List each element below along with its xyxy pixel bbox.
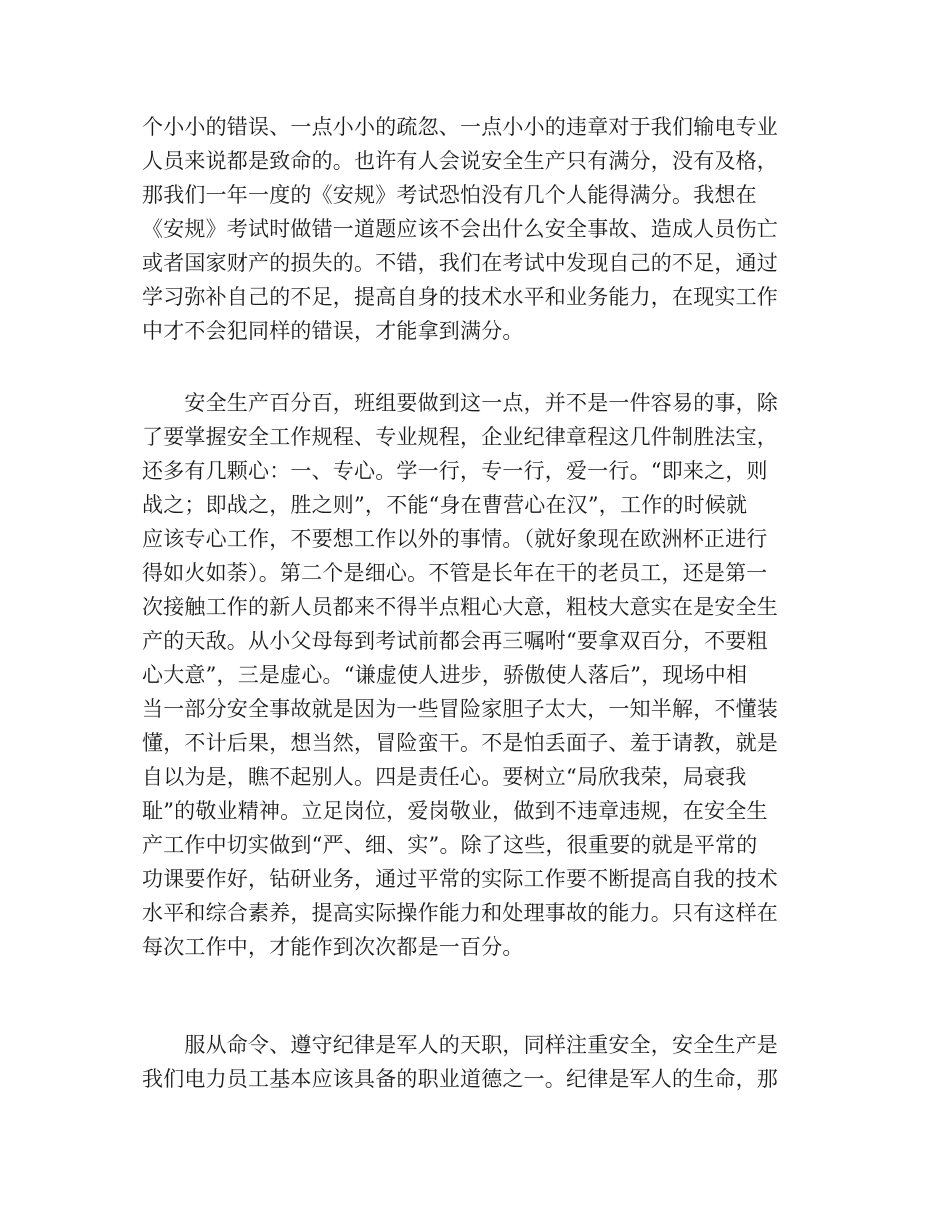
text-line: 人员来说都是致命的。也许有人会说安全生产只有满分，没有及格， [142,149,778,173]
text-line: 学习弥补自己的不足，提高自身的技术水平和业务能力，在现实工作 [142,285,778,309]
text-line: 次接触工作的新人员都来不得半点粗心大意，粗枝大意实在是安全生 [142,595,778,619]
text-line: 服从命令、遵守纪律是军人的天职，同样注重安全，安全生产是 [142,1033,778,1057]
text-line: 《安规》考试时做错一道题应该不会出什么安全事故、造成人员伤亡 [142,217,778,241]
text-line: 产工作中切实做到“严、细、实”。除了这些，很重要的就是平常的 [142,833,758,857]
text-line: 耻”的敬业精神。立足岗位，爱岗敬业，做到不违章违规，在安全生 [142,799,768,823]
text-line: 应该专心工作，不要想工作以外的事情。（就好象现在欧洲杯正进行 [142,527,768,551]
text-line: 得如火如荼）。第二个是细心。不管是长年在干的老员工，还是第一 [142,561,768,585]
text-line [142,964,808,998]
text-line: 懂，不计后果，想当然，冒险蛮干。不是怕丢面子、羞于请教，就是 [142,731,778,755]
text-line: 我们电力员工基本应该具备的职业道德之一。纪律是军人的生命，那 [142,1067,778,1091]
text-line: 当一部分安全事故就是因为一些冒险家胆子太大，一知半解，不懂装 [142,697,778,721]
text-line: 水平和综合素养，提高实际操作能力和处理事故的能力。只有这样在 [142,901,778,925]
text-line: 安全生产百分百，班组要做到这一点，并不是一件容易的事，除 [142,391,778,415]
text-line: 个小小的错误、一点小小的疏忽、一点小小的违章对于我们输电专业 [142,115,778,139]
text-line: 每次工作中，才能作到次次都是一百分。 [142,935,524,959]
text-line: 那我们一年一度的《安规》考试恐怕没有几个人能得满分。我想在 [142,183,757,207]
text-line: 功课要作好，钻研业务，通过平常的实际工作要不断提高自我的技术 [142,867,778,891]
text-line: 中才不会犯同样的错误，才能拿到满分。 [142,319,524,343]
text-line: 心大意”，三是虚心。“谦虚使人进步，骄傲使人落后”，现场中相 [142,663,748,687]
text-line: 产的天敌。从小父母每到考试前都会再三嘱咐“要拿双百分，不要粗 [142,629,768,653]
paragraph-2 [142,386,808,998]
paragraph-3 [142,1028,808,1096]
text-line: 还多有几颗心：一、专心。学一行，专一行，爱一行。“即来之，则 [142,459,768,483]
text-line: 了要掌握安全工作规程、专业规程，企业纪律章程这几件制胜法宝， [142,425,778,449]
paragraph-1 [142,110,808,348]
text-line: 战之；即战之，胜之则”，不能“身在曹营心在汉”，工作的时候就 [142,493,748,517]
text-line: 或者国家财产的损失的。不错，我们在考试中发现自己的不足，通过 [142,251,778,275]
text-line: 自以为是，瞧不起别人。四是责任心。要树立“局欣我荣，局衰我 [142,765,747,789]
